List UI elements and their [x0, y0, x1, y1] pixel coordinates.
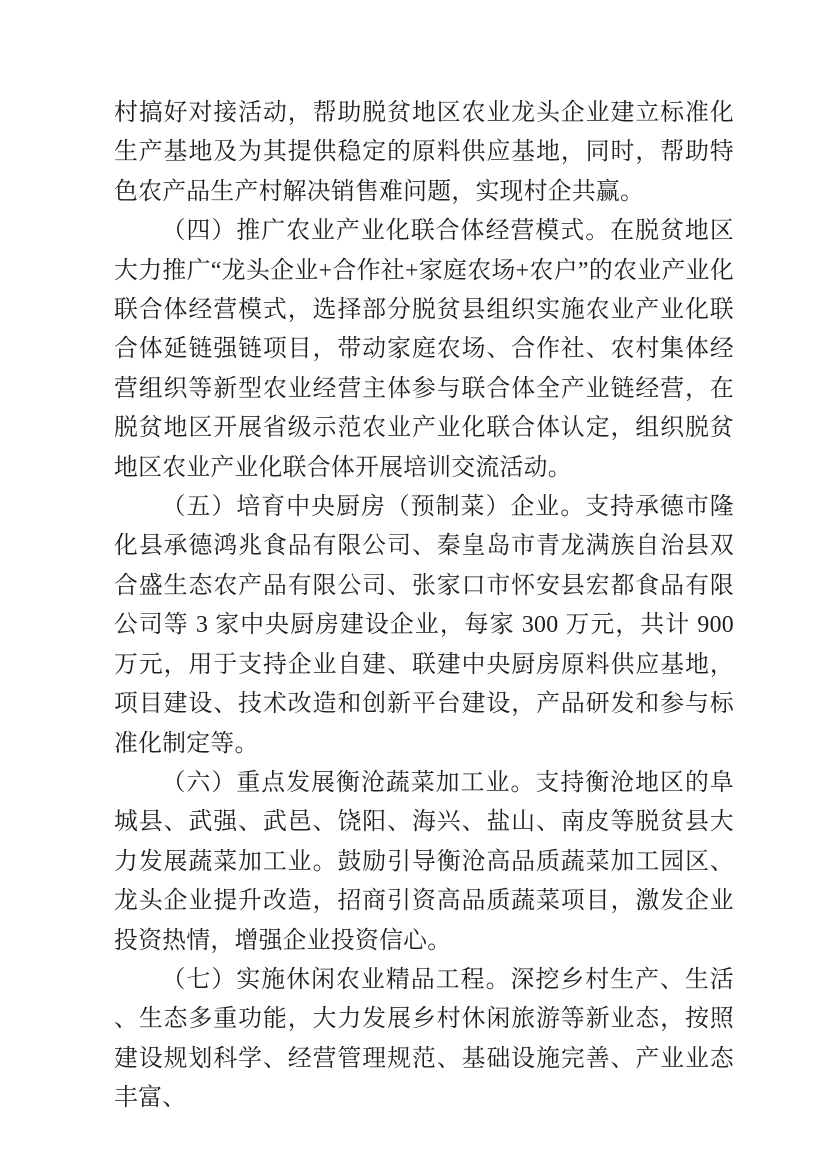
- body-text-run: 在脱贫地区大力推广“龙头企业+合作社+家庭农场+农户”的农业产业化联合体经营模式，选择部分脱贫县组织实施农业产业化联合体延链强链项目，带动家庭农场、合作社、农村集体经营组织等新型农业经营主体参与联合体全产业链经营，在脱贫地区开展省级示范农业产业化联合体认定，组织脱贫地区农业产业化联合体开展培训交流活动。: [114, 218, 735, 481]
- paragraph: [114, 94, 734, 212]
- paragraph: [114, 764, 734, 961]
- document-body: [114, 94, 734, 1119]
- paragraph: [114, 961, 734, 1119]
- section-heading: （四）推广农业产业化联合体经营模式。: [161, 218, 611, 245]
- body-text-run: 村搞好对接活动，帮助脱贫地区农业龙头企业建立标准化生产基地及为其提供稳定的原料供应基地，同时，帮助特色农产品生产村解决销售难问题，实现村企共赢。: [114, 100, 734, 205]
- section-heading: （六）重点发展衡沧蔬菜加工业。: [161, 769, 536, 796]
- body-text-run: 深挖乡村生产、生活、生态多重功能，大力发展乡村休闲旅游等新业态，按照建设规划科学、经营管理规范、基础设施完善、产业业态丰富、: [114, 966, 734, 1112]
- paragraph: [114, 488, 734, 764]
- body-text-run: 支持衡沧地区的阜城县、武强、武邑、饶阳、海兴、盐山、南皮等脱贫县大力发展蔬菜加工业。鼓励引导衡沧高品质蔬菜加工园区、龙头企业提升改造，招商引资高品质蔬菜项目，激发企业投资热情，增强企业投资信心。: [114, 769, 734, 954]
- paragraph: [114, 212, 734, 488]
- section-heading: （五）培育中央厨房（预制菜）企业。: [161, 494, 586, 521]
- body-text-run: 支持承德市隆化县承德鸿兆食品有限公司、秦皇岛市青龙满族自治县双合盛生态农产品有限公司、张家口市怀安县宏都食品有限公司等 3 家中央厨房建设企业，每家 300 万元，共计 900 万元，用于支持企业自建、联建中央厨房原料供应基地，项目建设、技术改造和创新平台建设，产品研发和参与标准化制定等。: [114, 494, 734, 757]
- section-heading: （七）实施休闲农业精品工程。: [161, 966, 511, 993]
